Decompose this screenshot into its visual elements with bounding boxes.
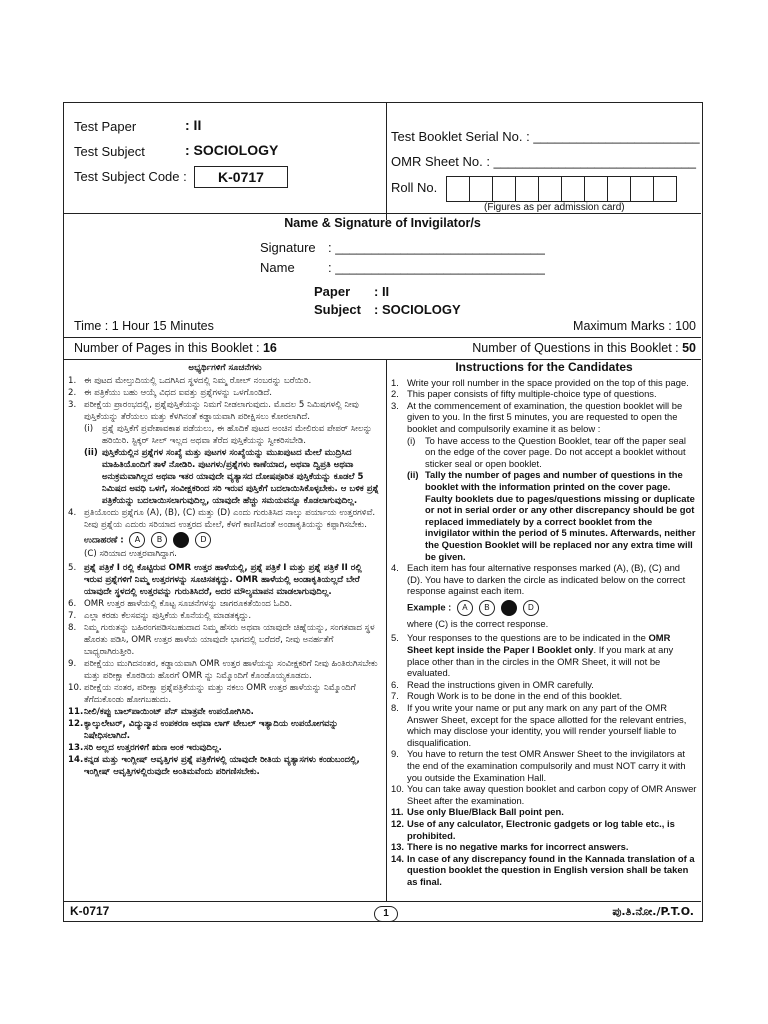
roll-box[interactable] bbox=[584, 176, 608, 202]
list-item: 8. If you write your name or put any mark on any part of the OMR Answer Sheet, except for the space allotted for the relevant entries, which may disclose your identity, you will render yourself liable to disqualification. bbox=[391, 702, 687, 748]
booklet-serial-field: Test Booklet Serial No. : _______________________ bbox=[391, 129, 700, 144]
roll-box[interactable] bbox=[630, 176, 654, 202]
page-number: 1 bbox=[374, 906, 398, 922]
omr-sheet-field: OMR Sheet No. : ____________________________ bbox=[391, 154, 697, 169]
list-item: 7. ಎಲ್ಲಾ ಕರಡು ಕೆಲಸವನ್ನು ಪುಸ್ತಿಕೆಯ ಕೊನೆಯಲ್ಲಿ ಮಾಡತಕ್ಕದ್ದು. bbox=[68, 611, 252, 621]
list-item: 13. There is no negative marks for incorrect answers. bbox=[391, 841, 629, 853]
list-item: (ii) Tally the number of pages and number of questions in the booklet with the information printed on the cover page. Faulty booklets due to pages/questions missing or duplicate or not in serial order or any other discrepancy should be got replaced immediately by a correct booklet from the invigilator within the period of 5 minutes. Afterwards, neither the Question Booklet will be replaced nor any extra time will be given. bbox=[407, 469, 696, 562]
time-text: Time : 1 Hour 15 Minutes bbox=[74, 319, 214, 333]
english-example-note: where (C) is the correct response. bbox=[407, 617, 549, 629]
pages-count bbox=[74, 341, 277, 355]
roll-box[interactable] bbox=[446, 176, 470, 202]
option-c-filled-icon bbox=[173, 532, 189, 548]
footer-code: K-0717 bbox=[70, 904, 110, 918]
list-item: 4. Each item has four alternative responses marked (A), (B), (C) and (D). You have to darken the circle as indicated below on the correct response against each item. bbox=[391, 562, 686, 597]
list-item: 11. Use only Blue/Black Ball point pen. bbox=[391, 806, 564, 818]
paper-value: : II bbox=[374, 284, 390, 299]
test-paper-value: : II bbox=[185, 117, 202, 133]
subject-label: Subject bbox=[314, 302, 361, 317]
list-item: 11. ನೀಲಿ/ಕಪ್ಪು ಬಾಲ್‌ಪಾಯಿಂಟ್ ಪೆನ್ ಮಾತ್ರವೇ ಉಪಯೋಗಿಸಿರಿ. bbox=[68, 707, 254, 717]
roll-box[interactable] bbox=[653, 176, 677, 202]
list-item: 7. Rough Work is to be done in the end of this booklet. bbox=[391, 690, 623, 702]
questions-count bbox=[472, 341, 696, 355]
list-item: 12. ಕ್ಯಾಲ್ಕುಲೇಟರ್, ವಿದ್ಯುನ್ಮಾನ ಉಪಕರಣ ಅಥವಾ ಲಾಗ್ ಟೇಬಲ್ ಇತ್ಯಾದಿಯ ಉಪಯೋಗವನ್ನು ನಿಷೇಧಿಸಲಾಗಿದೆ. bbox=[68, 719, 339, 741]
questions-label: Number of Questions in this Booklet : bbox=[472, 341, 683, 355]
list-item: 6. OMR ಉತ್ತರ ಹಾಳೆಯಲ್ಲಿ ಕೊಟ್ಟ ಸೂಚನೆಗಳನ್ನು ಜಾಗರೂಕತೆಯಿಂದ ಓದಿರಿ. bbox=[68, 599, 293, 609]
test-subject-label: Test Subject bbox=[74, 144, 145, 159]
test-subject-value: : SOCIOLOGY bbox=[185, 142, 279, 158]
list-item: 4. ಪ್ರತಿಯೊಂದು ಪ್ರಶ್ನೆಗೂ (A), (B), (C) ಮತ್ತು (D) ಎಂದು ಗುರುತಿಸಿದ ನಾಲ್ಕು ಪರ್ಯಾಯ ಉತ್ತರಗಳಿವೆ. ನೀವು ಪ್ರಶ್ನೆಯ ಎದುರು ಸರಿಯಾದ ಉತ್ತರದ ಮೇಲೆ, ಕೆಳಗೆ ಕಾಣಿಸಿದಂತೆ ಅಂಡಾಕೃತಿಯನ್ನು ಕಪ್ಪಾಗಿಸಬೇಕು. bbox=[68, 508, 376, 530]
cover-page bbox=[63, 102, 703, 922]
list-item: 3. ಪರೀಕ್ಷೆಯ ಪ್ರಾರಂಭದಲ್ಲಿ, ಪ್ರಶ್ನೆಪುಸ್ತಿಕೆಯನ್ನು ನಿಮಗೆ ನೀಡಲಾಗುವುದು. ಮೊದಲ 5 ನಿಮಿಷಗಳಲ್ಲಿ ನೀವು ಪುಸ್ತಿಕೆಯನ್ನು ತೆರೆಯಲು ಮತ್ತು ಕೆಳಗಿನಂತೆ ಕಡ್ಡಾಯವಾಗಿ ಪರೀಕ್ಷಿಸಲು ಕೋರಲಾಗಿದೆ. bbox=[68, 400, 359, 422]
list-item: 2. ಈ ಪತ್ರಿಕೆಯು ಬಹು ಆಯ್ಕೆ ವಿಧದ ಐವತ್ತು ಪ್ರಶ್ನೆಗಳನ್ನು ಒಳಗೊಂಡಿದೆ. bbox=[68, 388, 273, 398]
signature-line[interactable]: : _____________________________ bbox=[328, 240, 545, 255]
list-item: 5. ಪ್ರಶ್ನೆ ಪತ್ರಿಕೆ I ರಲ್ಲಿ ಕೊಟ್ಟಿರುವ OMR ಉತ್ತರ ಹಾಳೆಯಲ್ಲಿ, ಪ್ರಶ್ನೆ ಪತ್ರಿಕೆ I ಮತ್ತು ಪ್ರಶ್ನೆ ಪತ್ರಿಕೆ II ರಲ್ಲಿ ಇರುವ ಪ್ರಶ್ನೆಗಳಿಗೆ ನಿಮ್ಮ ಉತ್ತರಗಳನ್ನು ಸೂಚಿಸತಕ್ಕದ್ದು. OMR ಹಾಳೆಯಲ್ಲಿ ಅಂಡಾಕೃತಿಯಲ್ಲದೆ ಬೇರೆ ಯಾವುದೇ ಸ್ಥಳದಲ್ಲಿ ಉತ್ತರವನ್ನು ಗುರುತಿಸಿದರೆ, ಅದರ ಮೌಲ್ಯಮಾಪನ ಮಾಡಲಾಗುವುದಿಲ್ಲ. bbox=[68, 563, 362, 597]
list-item: 6. Read the instructions given in OMR carefully. bbox=[391, 678, 594, 690]
roll-number-label: Roll No. bbox=[391, 180, 438, 195]
list-item: 8. ನಿಮ್ಮ ಗುರುತನ್ನು ಬಹಿರಂಗಪಡಿಸಬಹುದಾದ ನಿಮ್ಮ ಹೆಸರು ಅಥವಾ ಯಾವುದೇ ಚಿಹ್ನೆಯನ್ನು, ಸಂಗತವಾದ ಸ್ಥಳ ಹೊರತು ಪಡಿಸಿ, OMR ಉತ್ತರ ಹಾಳೆಯ ಯಾವುದೇ ಭಾಗದಲ್ಲಿ ಬರೆದರೆ, ನೀವು ಅನರ್ಹತೆಗೆ ಬಾಧ್ಯರಾಗಿರುತ್ತೀರಿ. bbox=[68, 623, 375, 657]
option-d-icon: D bbox=[195, 532, 211, 548]
english-title: Instructions for the Candidates bbox=[455, 360, 633, 374]
questions-value: 50 bbox=[682, 341, 696, 355]
list-item: 5. Your responses to the questions are to be indicated in the OMR Sheet kept inside the Paper I Booklet only. If you mark at any place other than in the circles in the OMR Sheet, it will not be evaluated. bbox=[391, 632, 674, 679]
english-instructions bbox=[391, 362, 697, 888]
kannada-example-note: (C) ಸರಿಯಾದ ಉತ್ತರವಾಗಿದ್ದಾಗ. bbox=[84, 549, 177, 559]
roll-box[interactable] bbox=[607, 176, 631, 202]
list-item: (i) ಪ್ರಶ್ನೆ ಪುಸ್ತಿಕೆಗೆ ಪ್ರವೇಶಾವಕಾಶ ಪಡೆಯಲು, ಈ ಹೊದಿಕೆ ಪುಟದ ಅಂಚಿನ ಮೇಲಿರುವ ಪೇಪರ್ ಸೀಲನ್ನು ಹರಿಯಿರಿ. ಸ್ಟಿಕ್ಕರ್ ಸೀಲ್ ಇಲ್ಲದ ಅಥವಾ ತೆರೆದ ಪುಸ್ತಿಕೆಯನ್ನು ಸ್ವೀಕರಿಸಬೇಡಿ. bbox=[84, 424, 373, 446]
list-item: (i) To have access to the Question Booklet, tear off the paper seal on the edge of the cover page. Do not accept a booklet without sticker seal or open booklet. bbox=[407, 434, 686, 469]
kannada-instructions bbox=[68, 362, 382, 778]
list-item: 10. You can take away question booklet and carbon copy of OMR Answer Sheet after the examination. bbox=[391, 783, 697, 806]
name-label: Name bbox=[260, 260, 295, 275]
kannada-title: ಅಭ್ಯರ್ಥಿಗಳಿಗೆ ಸೂಚನೆಗಳು bbox=[188, 363, 262, 373]
paper-label: Paper bbox=[314, 284, 351, 299]
option-b-icon: B bbox=[151, 532, 167, 548]
roll-box[interactable] bbox=[561, 176, 585, 202]
signature-label: Signature bbox=[260, 240, 316, 255]
roll-box[interactable] bbox=[538, 176, 562, 202]
english-example: Example : A B D bbox=[407, 600, 697, 616]
option-d-icon: D bbox=[523, 600, 539, 616]
pages-value: 16 bbox=[262, 341, 277, 355]
list-item: 14. ಕನ್ನಡ ಮತ್ತು ಇಂಗ್ಲೀಷ್ ಆವೃತ್ತಿಗಳ ಪ್ರಶ್ನೆ ಪತ್ರಿಕೆಗಳಲ್ಲಿ ಯಾವುದೇ ರೀತಿಯ ವ್ಯತ್ಯಾಸಗಳು ಕಂಡುಬಂದಲ್ಲಿ, ಇಂಗ್ಲೀಷ್ ಆವೃತ್ತಿಗಳಲ್ಲಿರುವುದೇ ಅಂತಿಮವೆಂದು ಪರಿಗಣಿಸಬೇಕು. bbox=[68, 755, 360, 777]
roll-note: (Figures as per admission card) bbox=[484, 202, 625, 213]
option-b-icon: B bbox=[479, 600, 495, 616]
list-item: 14. In case of any discrepancy found in the Kannada translation of a question booklet the question in English version shall be taken as final. bbox=[391, 852, 695, 887]
kannada-example: ಉದಾಹರಣೆ : A B D bbox=[84, 532, 382, 548]
name-line[interactable]: : _____________________________ bbox=[328, 260, 545, 275]
list-item: 9. You have to return the test OMR Answer Sheet to the invigilators at the end of the examination compulsorily and must NOT carry it with you outside the Examination Hall. bbox=[391, 748, 686, 783]
list-item: 2. This paper consists of fifty multiple-choice type of questions. bbox=[391, 388, 657, 400]
list-item: 3. At the commencement of examination, the question booklet will be given to you. In the first 5 minutes, you are requested to open the booklet and compulsorily examine it as below : bbox=[391, 399, 683, 434]
test-paper-label: Test Paper bbox=[74, 119, 137, 134]
roll-box[interactable] bbox=[492, 176, 516, 202]
list-item: 1. Write your roll number in the space provided on the top of this page. bbox=[391, 376, 689, 388]
max-marks-text: Maximum Marks : 100 bbox=[573, 319, 696, 333]
list-item: 9. ಪರೀಕ್ಷೆಯು ಮುಗಿದನಂತರ, ಕಡ್ಡಾಯವಾಗಿ OMR ಉತ್ತರ ಹಾಳೆಯನ್ನು ಸಂವೀಕ್ಷಕರಿಗೆ ನೀವು ಹಿಂತಿರುಗಿಸಬೇಕು ಮತ್ತು ಪರೀಕ್ಷಾ ಕೊಠಡಿಯ ಹೊರಗೆ OMR ನ್ನು ನಿಮ್ಮೊಂದಿಗೆ ಕೊಂಡೊಯ್ಯಕೂಡದು. bbox=[68, 659, 378, 681]
roll-box[interactable] bbox=[515, 176, 539, 202]
list-item: 12. Use of any calculator, Electronic gadgets or log table etc., is prohibited. bbox=[391, 817, 675, 841]
roll-box[interactable] bbox=[469, 176, 493, 202]
pages-label: Number of Pages in this Booklet : bbox=[74, 341, 263, 355]
test-subject-code-label: Test Subject Code : bbox=[74, 169, 187, 184]
list-item: 10. ಪರೀಕ್ಷೆಯ ನಂತರ, ಪರೀಕ್ಷಾ ಪ್ರಶ್ನೆಪತ್ರಿಕೆಯನ್ನು ಮತ್ತು ನಕಲು OMR ಉತ್ತರ ಹಾಳೆಯನ್ನು ನಿಮ್ಮೊಂದಿಗೆ ತೆಗೆದುಕೊಂಡು ಹೋಗಬಹುದು. bbox=[68, 683, 356, 705]
subject-value: : SOCIOLOGY bbox=[374, 302, 461, 317]
pto-text: ಪು.ತಿ.ನೋ./P.T.O. bbox=[612, 905, 694, 918]
list-item: 1. ಈ ಪುಟದ ಮೇಲ್ತುದಿಯಲ್ಲಿ ಒದಗಿಸಿದ ಸ್ಥಳದಲ್ಲಿ ನಿಮ್ಮ ರೋಲ್ ನಂಬರನ್ನು ಬರೆಯಿರಿ. bbox=[68, 376, 312, 386]
invigilator-title: Name & Signature of Invigilator/s bbox=[284, 216, 481, 230]
list-item: (ii) ಪುಸ್ತಿಕೆಯಲ್ಲಿನ ಪ್ರಶ್ನೆಗಳ ಸಂಖ್ಯೆ ಮತ್ತು ಪುಟಗಳ ಸಂಖ್ಯೆಯನ್ನು ಮುಖಪುಟದ ಮೇಲೆ ಮುದ್ರಿಸಿದ ಮಾಹಿತಿಯೊಂದಿಗೆ ತಾಳೆ ನೋಡಿರಿ. ಪುಟಗಳು/ಪ್ರಶ್ನೆಗಳು ಕಾಣೆಯಾದ, ಅಥವಾ ದ್ವಿಪ್ರತಿ ಅಥವಾ ಅನುಕ್ರಮವಾಗಿಲ್ಲದ ಅಥವಾ ಇತರ ಯಾವುದೇ ವ್ಯತ್ಯಾಸದ ದೋಷಪೂರಿತ ಪುಸ್ತಿಕೆಯನ್ನು ಕೂಡಲೆ 5 ನಿಮಿಷದ ಅವಧಿ ಒಳಗೆ, ಸಂವೀಕ್ಷಕರಿಂದ ಸರಿ ಇರುವ ಪುಸ್ತಿಕೆಗೆ ಬದಲಾಯಿಸಿಕೊಳ್ಳಬೇಕು. ಆ ಬಳಿಕ ಪ್ರಶ್ನೆ ಪತ್ರಿಕೆಯನ್ನು ಬದಲಾಯಿಸಲಾಗುವುದಿಲ್ಲ, ಯಾವುದೇ ಹೆಚ್ಚು ಸಮಯವನ್ನೂ ಕೊಡಲಾಗುವುದಿಲ್ಲ. bbox=[84, 448, 379, 506]
list-item: 13. ಸರಿ ಅಲ್ಲದ ಉತ್ತರಗಳಿಗೆ ಋಣ ಅಂಕ ಇರುವುದಿಲ್ಲ. bbox=[68, 743, 222, 753]
test-subject-code-value: K-0717 bbox=[194, 166, 288, 188]
option-a-icon: A bbox=[129, 532, 145, 548]
option-c-filled-icon bbox=[501, 600, 517, 616]
option-a-icon: A bbox=[457, 600, 473, 616]
